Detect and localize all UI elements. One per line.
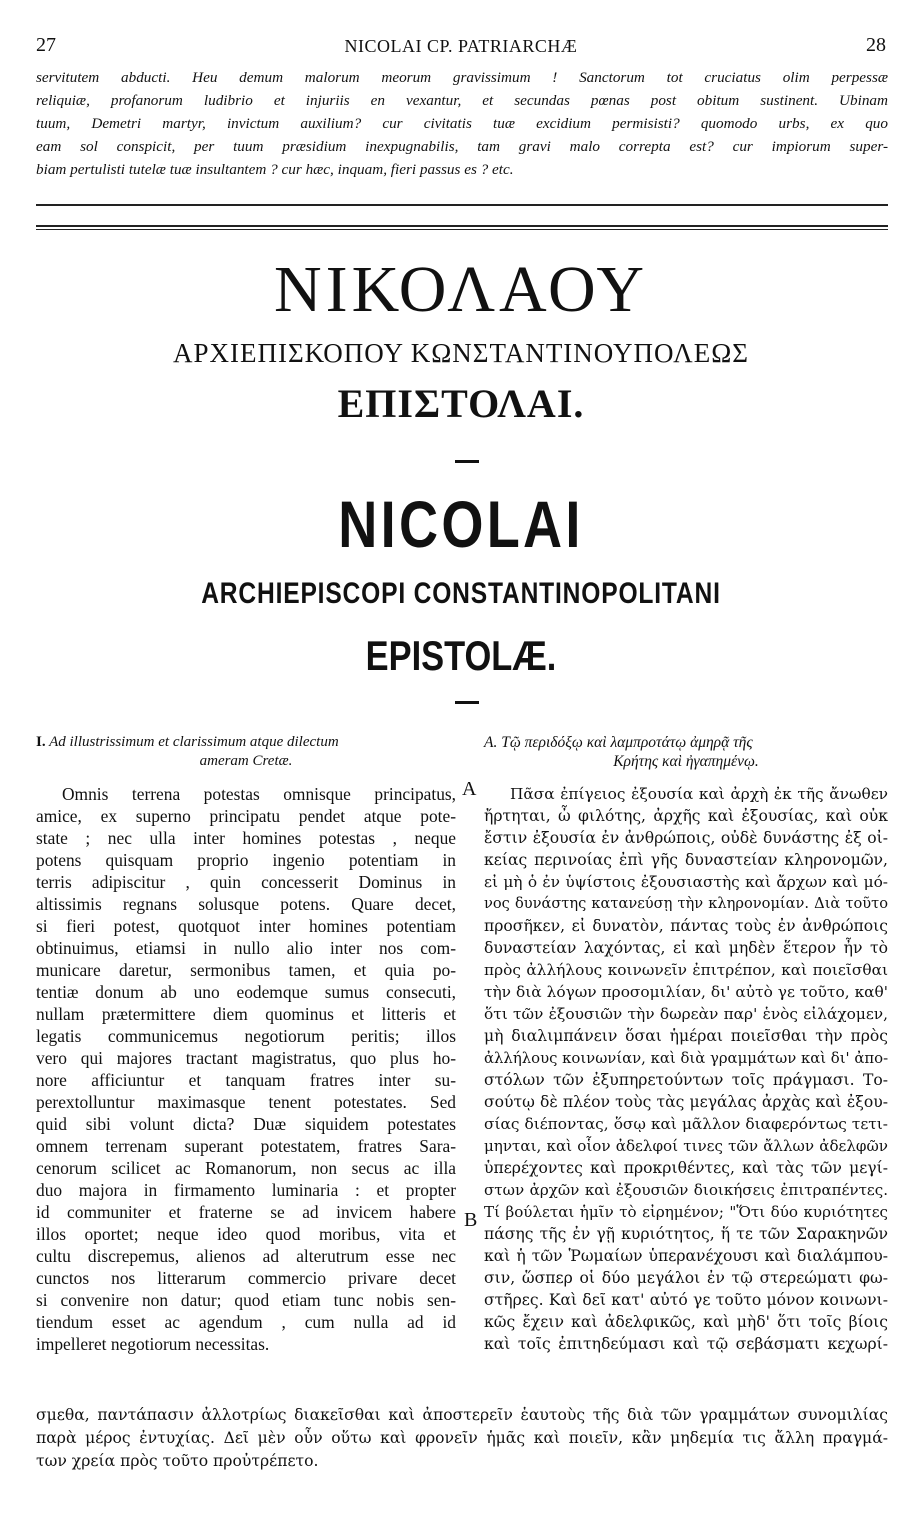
latin-title-main: NICOLAI [338,487,584,561]
text-line: cultu discrepemus, alienos ad alterutrum esse nec [36,1246,456,1266]
heading-line: Α. Τῷ περιδόξῳ καὶ λαμπροτάτῳ ἀμηρᾷ τῆς [484,734,753,751]
text-line: παρὰ μέρος ἐντυχίας. Δεῖ μὲν οὖν οὕτω καὶ φρονεῖν ἡμᾶς καὶ ποιεῖν, κἂν μηδεμία τις ἄλλη πραγμά- [36,1429,888,1447]
heading-line: Κρήτης καὶ ἠγαπημένῳ. [613,753,759,770]
text-line: eam sol conspicit, per tuum præsidium inexpugnabilis, tam gravi malo correpta est? cur impiorum super- [36,138,888,155]
heading-line: ameram Cretæ. [199,753,293,769]
text-line: quid sibi volunt dicta? Duæ siquidem potestates [36,1114,456,1134]
text-line: altissimis regnans solusque potens. Quare decet, [36,894,456,914]
text-line: obtinuimus, etiamsi in nullo alio inter nos com- [36,938,456,958]
greek-column [484,733,888,1355]
text-line: Πᾶσα ἐπίγειος ἐξουσία καὶ ἀρχὴ ἐκ τῆς ἄνωθεν [510,785,888,803]
running-head [36,34,886,58]
text-line: perextolluntur maximasque tenent potestates. Sed [36,1092,456,1112]
text-line: ὑπερέχοντες καὶ προκριθέντες, καὶ τὰς τῶν μεγί- [484,1159,888,1177]
text-line: ἤρτηται, ὦ φιλότης, ἀρχῆς καὶ ἐξουσίας, καὶ οὐκ [484,807,888,825]
text-line: nullam prætermittere diem quominus et litteris et [36,1004,456,1024]
text-line: σιν, ὥσπερ οἱ δύο μεγάλοι ἐν τῷ στερεώματι φω- [484,1269,888,1287]
text-line: στων ἀρχῶν καὶ ἐξουσιῶν διοικήσεις ἐπιτραπέντες. [484,1181,888,1199]
text-line: νος δυνάστης κατανεύσῃ τὴν κληρονομίαν. Διὰ τοῦτο [484,895,888,912]
greek-letter-heading [484,733,888,771]
text-line: potens quisquam proprio ingenio potentiam in [36,850,456,870]
text-line: tuum, Demetri martyr, invictum auxilium? cur civitatis tuæ excidium permisisti? quomodo urbs, ex quo [36,115,888,132]
latin-title-epistolae: EPISTOLÆ. [365,632,557,679]
text-line: terris adipiscitur , quin concesserit Dominus in [36,872,456,892]
running-head-title: NICOLAI CP. PATRIARCHÆ [344,36,578,56]
latin-column [36,733,456,1355]
text-line: κείας περινοίας ἐπὶ γῆς δυναστείαν κληρονομῶν, [484,851,888,869]
text-line: cunctos nos litterarum commercio privare decet [36,1268,456,1288]
text-line: illos oportet; neque ideo quod moribus, vita et [36,1224,456,1244]
text-line: καὶ τοῖς ἐπιτηδεύμασι καὶ τῷ σεβάσματι κεχωρί- [484,1335,888,1353]
page-number-right: 28 [866,34,886,56]
latin-letter-heading [36,733,456,771]
text-line: σμεθα, παντάπασιν ἀλλοτρίως διακεῖσθαι καὶ ἀποστερεῖν ἑαυτοὺς τῆς διὰ τῶν γραμμάτων συνομιλίας [36,1406,888,1424]
text-line: ἔστιν ἐξουσία ἐν ἀνθρώποις, οὐδὲ δυνάστης ἐξ οἰ- [484,829,888,847]
latin-letter-body [36,783,456,1355]
text-line: si convenire non datur; quod etiam tunc nobis sen- [36,1290,456,1310]
text-line: μὴ διαλιμπάνειν ὅσαι ἡμέραι ποιεῖσθαι τὴν πρὸς [484,1027,888,1045]
greek-letter-continuation [36,1404,888,1473]
text-line: si fieri potest, quotquot inter homines potentiam [36,916,456,936]
text-line: ὅτι τῶν ἐξουσιῶν τὴν δωρεὰν παρ' ἑνὸς εἰλάχομεν, [484,1005,888,1023]
text-line: state ; nec ulla inter homines potestas , neque [36,828,456,848]
text-line: εἰ μὴ ὁ ἐν ὑψίστοις ἐξουσιαστὴς καὶ ἄρχων καὶ μό- [484,873,888,891]
page-number-left: 27 [36,34,56,56]
separator-dash [455,701,479,704]
text-line: tentiæ donum ab uno eodemque sumus consecuti, [36,982,456,1002]
margin-letter-b: B [464,1209,478,1231]
letter-number: I. [36,734,46,750]
text-line: servitutem abducti. Heu demum malorum meorum gravissimum ! Sanctorum tot cruciatus olim perpessæ [36,69,888,86]
text-line: vero qui majores tractant magistratus, quo plus ho- [36,1048,456,1068]
text-line: tiendum esset ac agendum , cum nulla ad id [36,1312,456,1332]
margin-letter-a: A [462,778,477,800]
text-line: nore afficiuntur et tanquam fratres inter su- [36,1070,456,1090]
text-line: Omnis terrena potestas omnisque principatus, [62,784,456,804]
separator-dash [455,460,479,463]
text-line: μηνται, καὶ οἷον ἀδελφοί τινες τῶν ἄλλων ἀδελφῶν [484,1137,888,1155]
text-line: municare daretur, sermonibus tamen, et quia po- [36,960,456,980]
divider-rule [36,225,888,227]
greek-title-sub: ΑΡΧΙΕΠΙΣΚΟΠΟΥ ΚΩΝΣΤΑΝΤΙΝΟΥΠΟΛΕΩΣ [172,338,750,368]
text-line: Τί βούλεται ἡμῖν τὸ εἰρημένον; "Ὅτι δύο κυριότητες [484,1203,888,1221]
text-line: πάσης τῆς ἐν γῇ κυριότητος, ἥ τε τῶν Σαρακηνῶν [484,1225,888,1243]
divider-rule [36,204,888,206]
text-line: στῆρες. Καὶ δεῖ κατ' αὐτό γε τοῦτο μόνον κοινωνι- [484,1291,888,1309]
text-line: σούτῳ δὲ πλέον τοὺς τὰς μεγάλας ἀρχὰς καὶ ἐξου- [484,1093,888,1111]
previous-text-block [36,66,888,181]
text-line: cenorum scilicet ac Romanorum, non secus ac illa [36,1158,456,1178]
text-line: καὶ ἡ τῶν Ῥωμαίων ὑπερανέχουσι καὶ διαλάμπου- [484,1247,888,1265]
text-line: σίας διέποντας, ὅσῳ καὶ μᾶλλον διαφερόντως τετι- [484,1115,888,1133]
text-line: duo majora in firmamento luminaria : et propter [36,1180,456,1200]
text-line: δυναστείαν λαχόντας, εἰ καὶ μηδὲν ἕτερον ἦν τὸ [484,939,888,957]
text-line: τὴν διὰ λόγων προσομιλίαν, δι' αὐτὸ γε τοῦτο, καθ' [484,983,888,1001]
text-line: στόλων τῶν ἐξυπηρετούντων τοῖς πράγμασι. Το- [484,1071,888,1089]
greek-title-main: ΝΙΚΟΛΑΟΥ [273,253,649,326]
greek-letter-body [484,783,888,1355]
text-line: biam pertulisti tutelæ tuæ insultantem ? cur hæc, inquam, fieri passus es ? etc. [36,161,514,178]
text-line: πρὸς ἀλλήλους κοινωνεῖν ἐπιτρέπον, καὶ ποιεῖσθαι [484,961,888,979]
text-line: προσῆκεν, εἰ δυνατὸν, πάντας τοὺς ἐν ἀνθρώποις [484,917,888,935]
text-line: των χρεία πρὸς τοῦτο προὐτρέπετο. [36,1452,319,1470]
text-line: ἀλλήλους κοινωνίαν, καὶ διὰ γραμμάτων καὶ δι' ἀπο- [484,1049,889,1067]
latin-title-sub: ARCHIEPISCOPI CONSTANTINOPOLITANI [201,577,721,610]
text-line: reliquiæ, profanorum ludibrio et injuriis en vexantur, et secundas pœnas post obitum sustinent. Ubinam [36,92,888,109]
text-line: amice, ex superno principatu pendet atque pote- [36,806,456,826]
text-line: impelleret negotiorum necessitas. [36,1334,270,1354]
divider-rule [36,229,888,230]
text-line: omnem terrenam superant potestatem, fratres Sara- [36,1136,456,1156]
heading-line: Ad illustrissimum et clarissimum atque dilectum [49,734,339,750]
text-line: κῶς ἔχειν καὶ ἀδελφικῶς, καὶ μὴδ' ὅτι τοῖς βίοις [484,1313,888,1331]
greek-title-epistolai: ΕΠΙΣΤΟΛΑΙ. [337,381,585,426]
text-line: id communiter et fraterne se ad invicem habere [36,1202,456,1222]
text-line: legatis communicemus negotiorum peritis; illos [36,1026,456,1046]
